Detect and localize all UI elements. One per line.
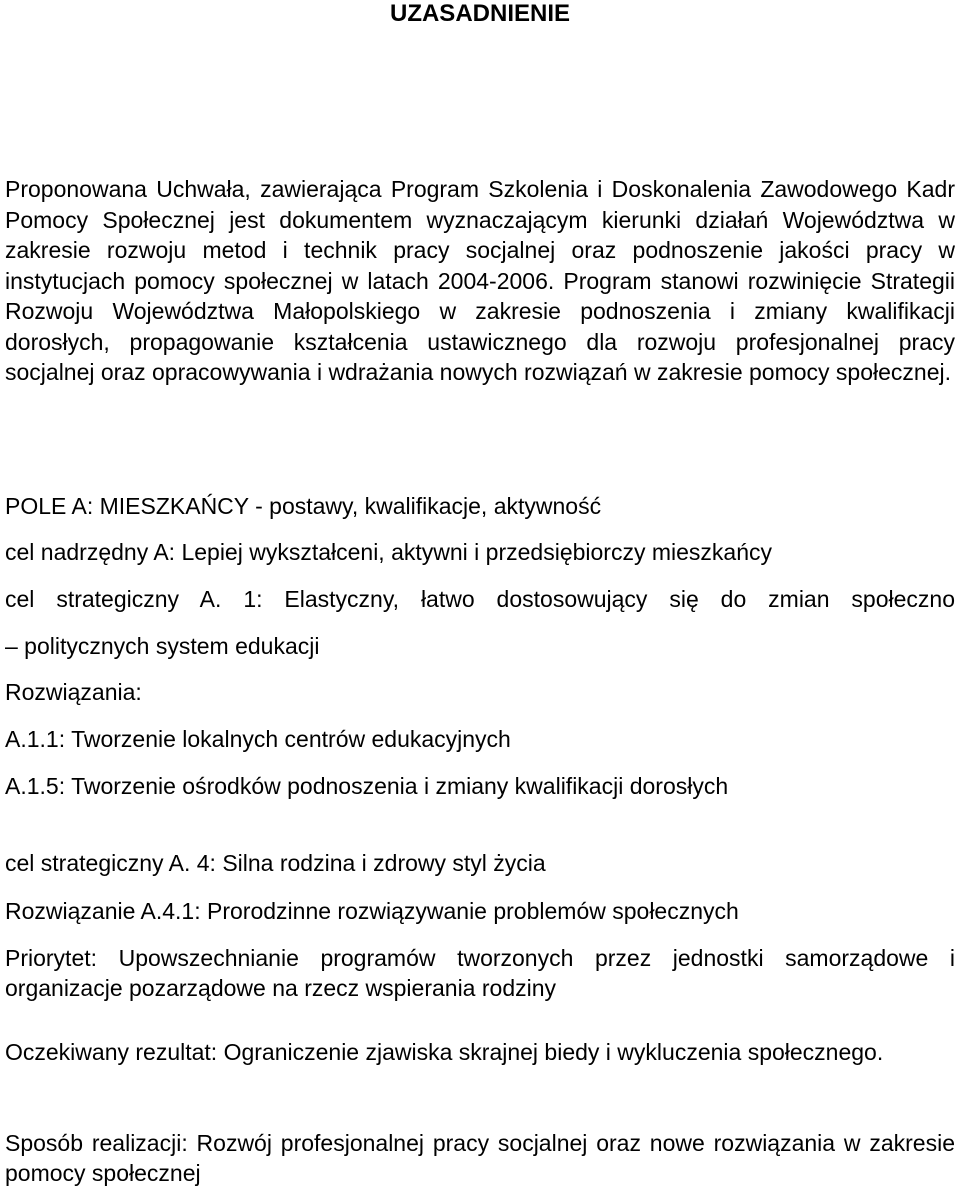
document-title: UZASADNIENIE [389, 0, 570, 27]
cel-nadrzedny: cel nadrzędny A: Lepiej wykształceni, aktywni i przedsiębiorczy mieszkańcy [5, 539, 772, 565]
pole-heading: POLE A: MIESZKAŃCY - postawy, kwalifikacje, aktywność [5, 493, 602, 519]
cel-strategiczny-1-line2: – politycznych system edukacji [5, 633, 320, 659]
rozwiazanie-a41: Rozwiązanie A.4.1: Prorodzinne rozwiązywanie problemów społecznych [5, 898, 739, 924]
cel-strategiczny-4: cel strategiczny A. 4: Silna rodzina i zdrowy styl życia [5, 850, 546, 876]
oczekiwany-rezultat-paragraph: Oczekiwany rezultat: Ograniczenie zjawiska skrajnej biedy i wykluczenia społecznego. [5, 1039, 884, 1065]
rozwiazania-label: Rozwiązania: [5, 679, 142, 705]
priorytet-paragraph: Priorytet: Upowszechnianie programów tworzonych przez jednostki samorządowe i organizacje pozarządowe na rzecz wspierania rodziny [5, 945, 955, 1001]
rozwiazanie-a11: A.1.1: Tworzenie lokalnych centrów edukacyjnych [5, 726, 511, 752]
cel-strategiczny-1-line1: cel strategiczny A. 1: Elastyczny, łatwo dostosowujący się do zmian społeczno [5, 586, 955, 612]
rozwiazanie-a15: A.1.5: Tworzenie ośrodków podnoszenia i zmiany kwalifikacji dorosłych [5, 773, 729, 799]
intro-paragraph: Proponowana Uchwała, zawierająca Program Szkolenia i Doskonalenia Zawodowego Kadr Pomocy Społecznej jest dokumentem wyznaczającym kierunki działań Województwa w zakresie rozwoju metod i technik pracy socjalnej oraz podnoszenie jakości pracy w instytucjach pomocy społecznej w latach 2004-2006. Program stanowi rozwinięcie Strategii Rozwoju Województwa Małopolskiego w zakresie podnoszenia i zmiany kwalifikacji dorosłych, propagowanie kształcenia ustawicznego dla rozwoju profesjonalnej pracy socjalnej oraz opracowywania i wdrażania nowych rozwiązań w zakresie pomocy społecznej. [5, 176, 955, 385]
sposob-realizacji-paragraph: Sposób realizacji: Rozwój profesjonalnej pracy socjalnej oraz nowe rozwiązania w zakresie pomocy społecznej [5, 1130, 955, 1186]
